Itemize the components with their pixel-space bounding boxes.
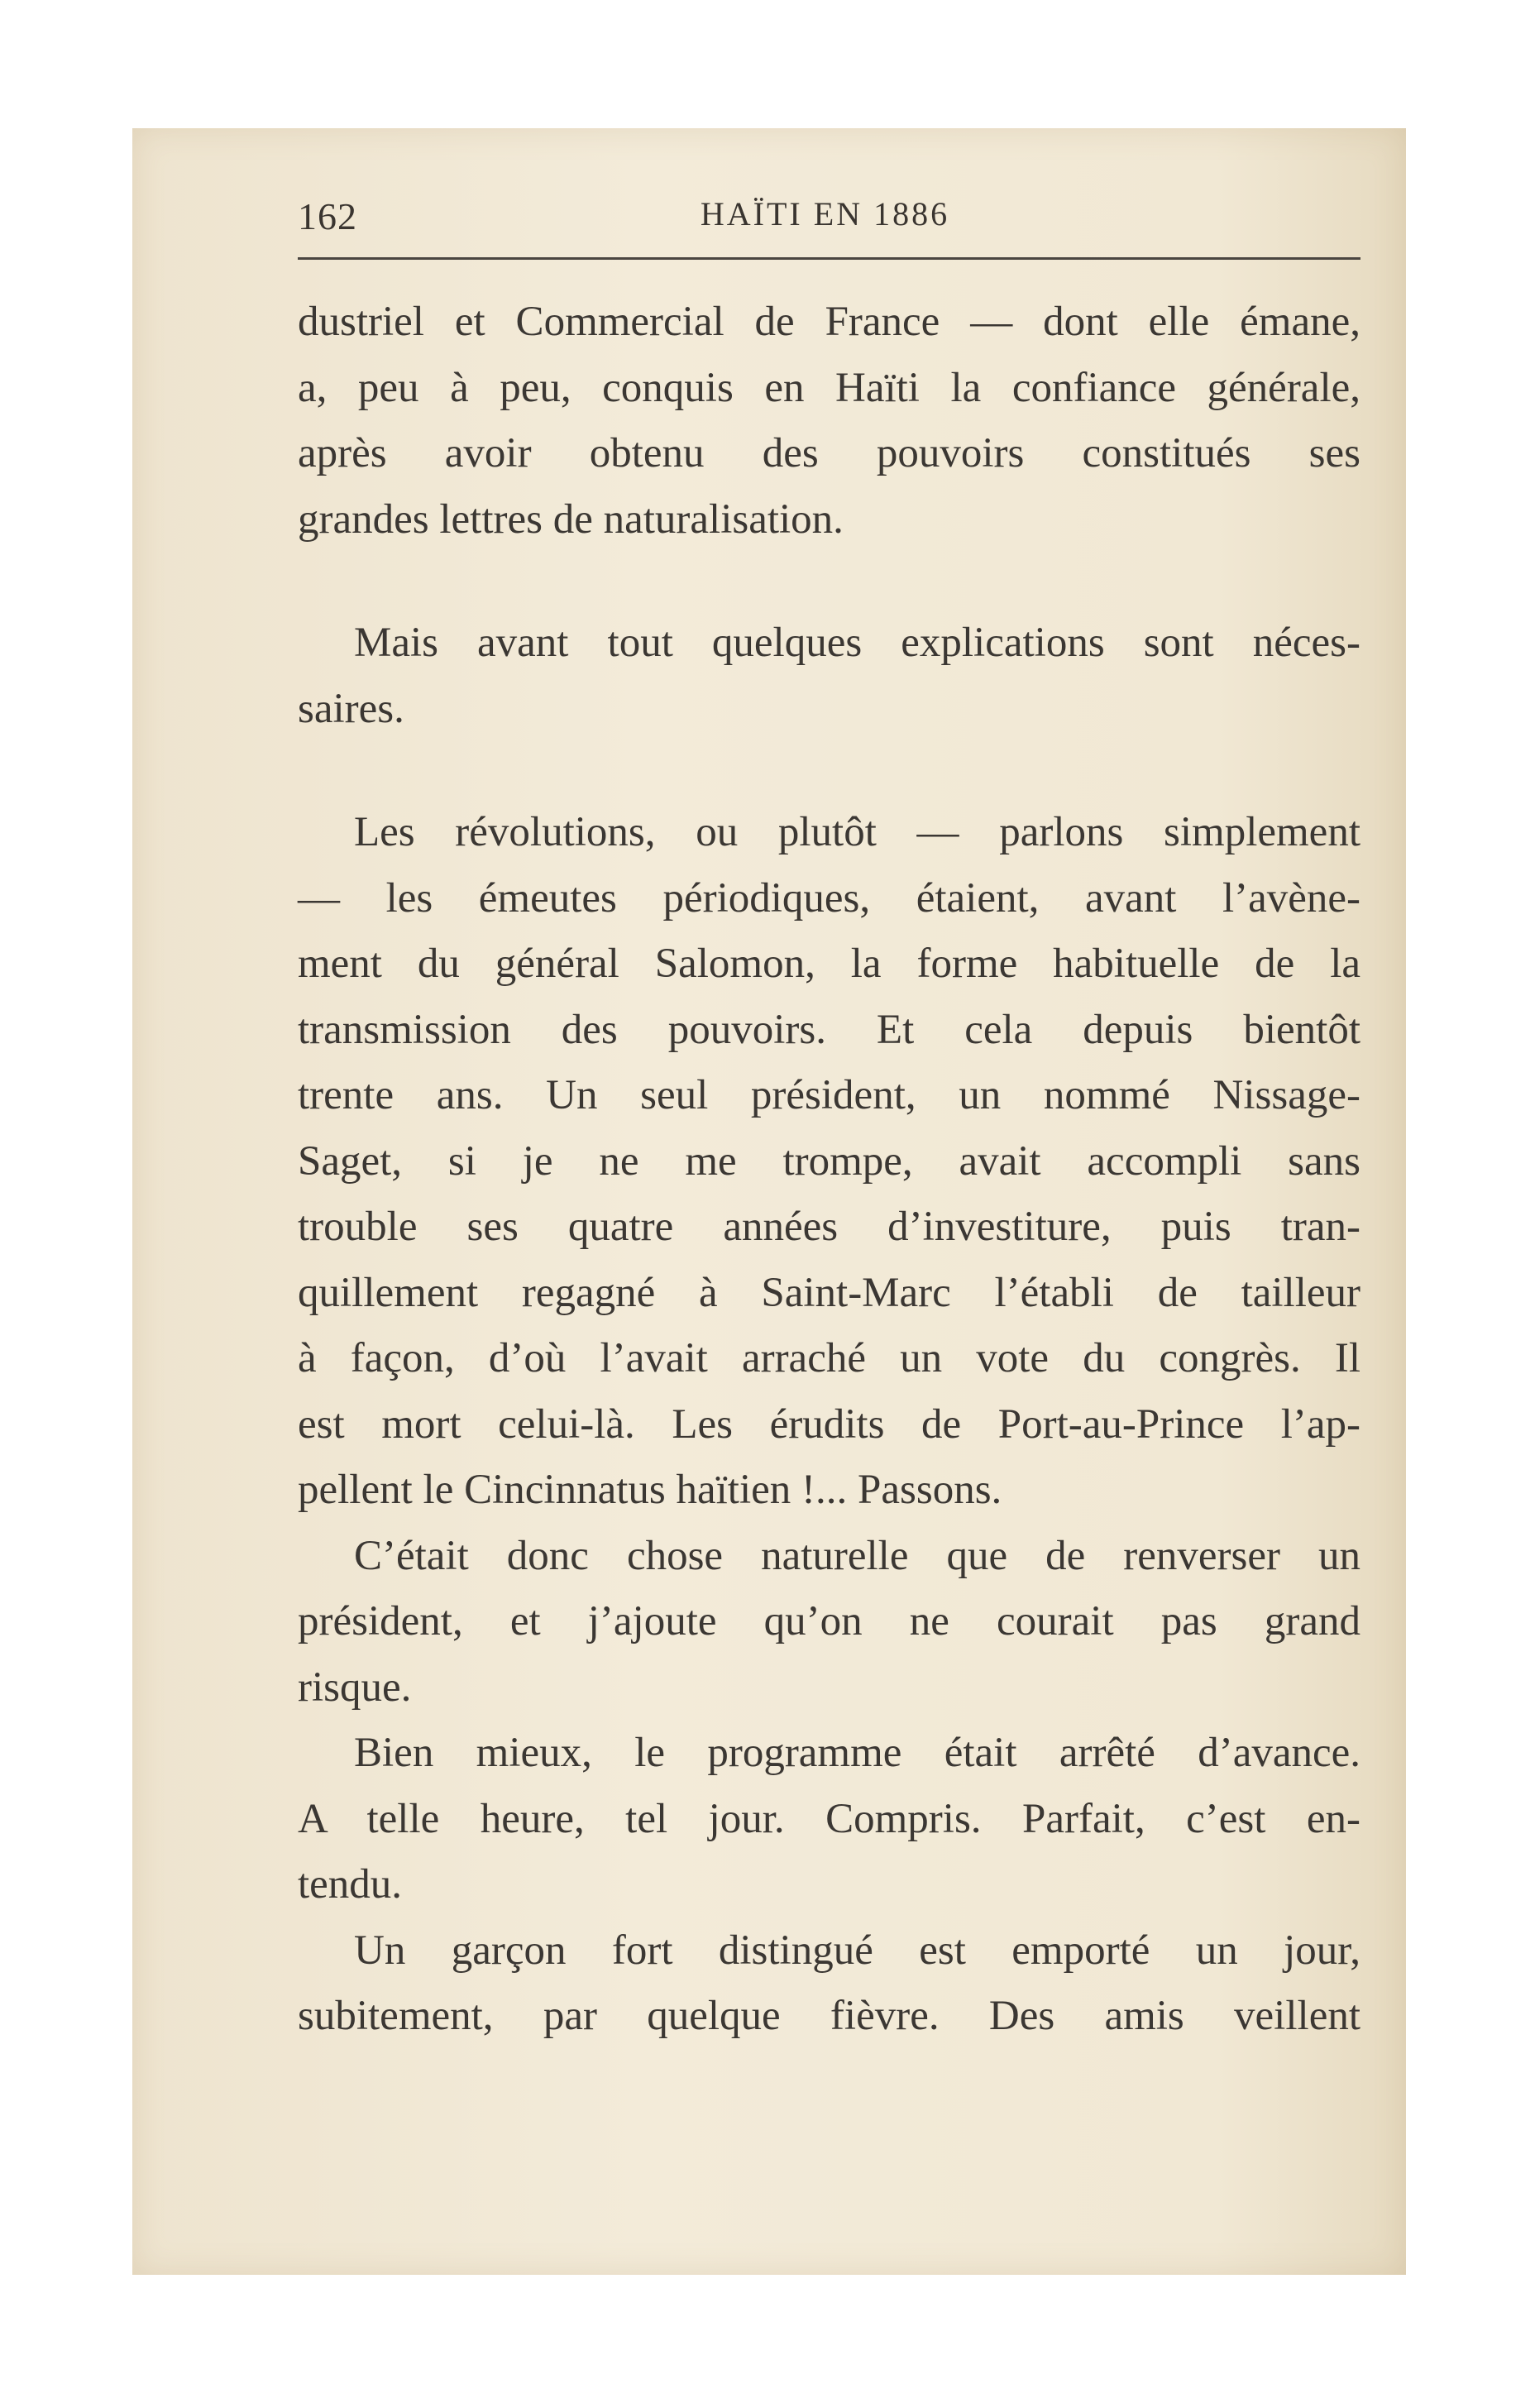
page-number: 162: [298, 195, 357, 237]
text-line: Bien mieux, le programme était arrêté d’avance.: [354, 1730, 1360, 1776]
paragraph: [298, 1524, 1360, 1721]
paragraph-gap: [298, 742, 1360, 800]
text-line: grandes lettres de naturalisation.: [298, 495, 844, 543]
text-line: Mais avant tout quelques explications sont néces-: [354, 620, 1360, 666]
running-title: HAÏTI EN 1886: [700, 195, 950, 232]
paragraph-gap: [298, 553, 1360, 610]
text-line: tendu.: [298, 1861, 403, 1908]
text-line: A telle heure, tel jour. Compris. Parfait, c’est en-: [298, 1795, 1360, 1842]
text-line: pellent le Cincinnatus haïtien !... Passons.: [298, 1467, 1002, 1513]
page-header: [298, 186, 1352, 252]
text-line: dustriel et Commercial de France — dont elle émane,: [298, 299, 1360, 345]
text-line: Saget, si je ne me trompe, avait accompli sans: [298, 1137, 1360, 1185]
text-line: — les émeutes périodiques, étaient, avant l’avène-: [298, 874, 1360, 922]
paragraph: [298, 610, 1360, 742]
text-line: C’était donc chose naturelle que de renverser un: [354, 1532, 1360, 1579]
text-line: transmission des pouvoirs. Et cela depuis bientôt: [298, 1006, 1360, 1053]
paragraph: [298, 290, 1360, 553]
text-line: trouble ses quatre années d’investiture, puis tran-: [298, 1204, 1360, 1250]
text-line: trente ans. Un seul président, un nommé Nissage-: [298, 1072, 1360, 1118]
paragraph: [298, 800, 1360, 1524]
header-rule: [298, 257, 1360, 260]
text-line: après avoir obtenu des pouvoirs constitués ses: [298, 430, 1360, 476]
paragraph: [298, 1721, 1360, 1918]
text-line: Les révolutions, ou plutôt — parlons simplement: [354, 809, 1360, 855]
body-text: [298, 290, 1360, 2050]
text-line: président, et j’ajoute qu’on ne courait pas grand: [298, 1598, 1360, 1644]
text-line: quillement regagné à Saint-Marc l’établi de tailleur: [298, 1269, 1360, 1316]
text-line: est mort celui-là. Les érudits de Port-au-Prince l’ap-: [298, 1400, 1360, 1448]
text-line: a, peu à peu, conquis en Haïti la confiance générale,: [298, 364, 1360, 411]
text-line: saires.: [298, 685, 404, 732]
text-line: Un garçon fort distingué est emporté un jour,: [354, 1927, 1360, 1974]
text-line: ment du général Salomon, la forme habituelle de la: [298, 941, 1360, 987]
text-line: à façon, d’où l’avait arraché un vote du congrès. Il: [298, 1335, 1360, 1381]
text-line: risque.: [298, 1664, 412, 1711]
text-line: subitement, par quelque fièvre. Des amis veillent: [298, 1993, 1360, 2039]
paragraph: [298, 1918, 1360, 2050]
book-page: [132, 128, 1406, 2275]
